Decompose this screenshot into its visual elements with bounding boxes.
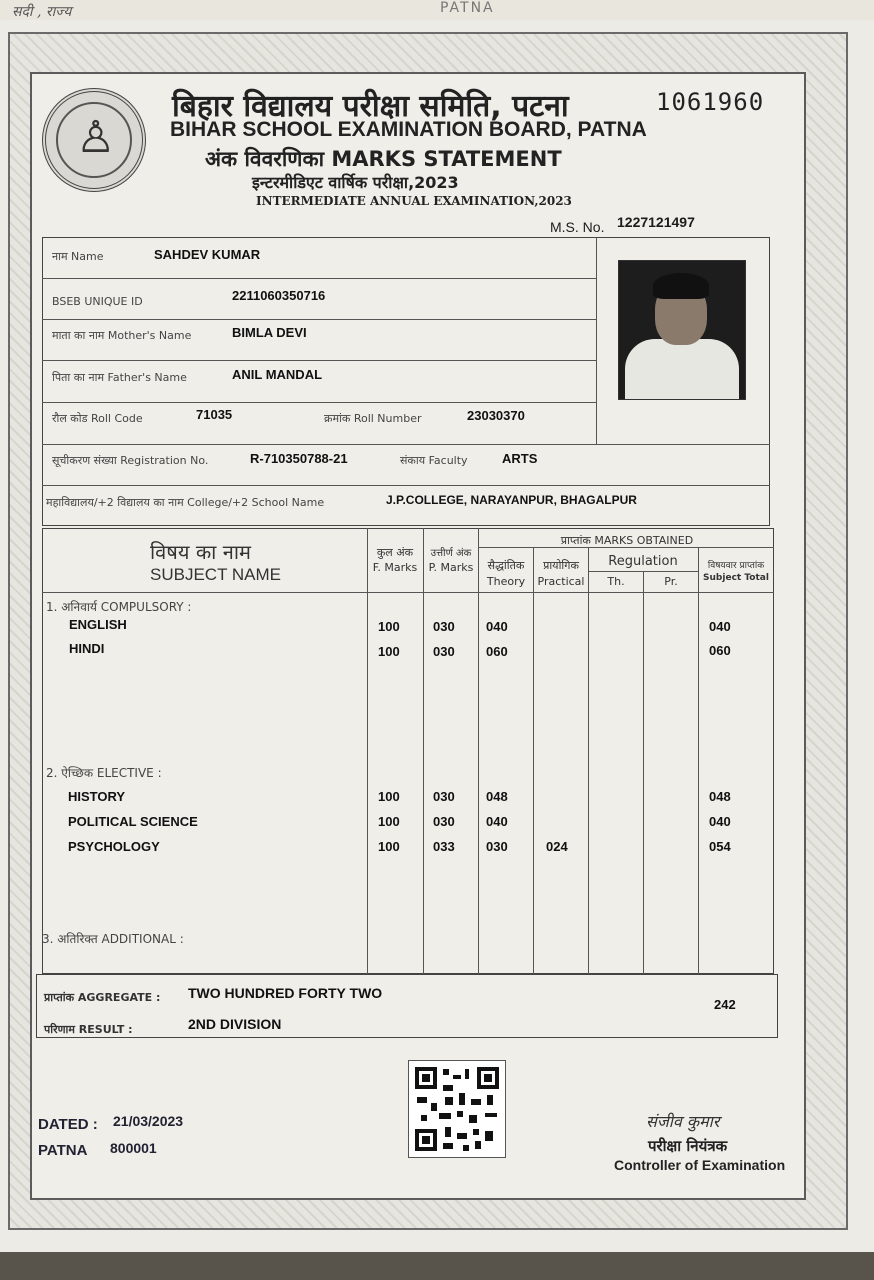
father-name: ANIL MANDAL [232,367,323,382]
result-value: 2ND DIVISION [188,1016,282,1032]
aggregate-words: TWO HUNDRED FORTY TWO [188,985,383,1001]
subject-header-english: SUBJECT NAME [150,565,281,584]
roll-number-label: क्रमांक Roll Number [324,412,422,425]
roll-code-label: रौल कोड Roll Code [52,412,143,425]
aggregate-label: प्राप्तांक AGGREGATE : [44,991,161,1004]
exam-name-english: INTERMEDIATE ANNUAL EXAMINATION,2023 [256,194,572,208]
qr-code [408,1060,506,1158]
theory-marks: 060 [486,644,508,659]
section-additional: 3. अतिरिक्त ADDITIONAL : [42,932,184,946]
theory-marks: 048 [486,789,508,804]
faculty-label: संकाय Faculty [400,454,468,467]
full-marks-hindi: कुल अंक [376,546,414,559]
subject-total: 040 [709,814,731,829]
section-elective: 2. ऐच्छिक ELECTIVE : [46,766,162,780]
subject-name: PSYCHOLOGY [68,839,160,854]
college-label: महाविद्यालय/+2 विद्यालय का नाम College/+2 School Name [46,496,325,509]
subject-name: ENGLISH [69,617,127,632]
theory-hindi: सैद्धांतिक [487,559,525,572]
practical-header: Practical [537,575,585,588]
full-marks-header: F. Marks [372,561,418,574]
college-name: J.P.COLLEGE, NARAYANPUR, BHAGALPUR [386,493,637,507]
place-label: PATNA [38,1142,88,1159]
student-name: SAHDEV KUMAR [154,247,261,262]
full-marks: 100 [378,814,400,829]
pass-marks-hindi: उत्तीर्ण अंक [430,548,472,559]
exam-name-hindi: इन्टरमीडिएट वार्षिक परीक्षा,2023 [252,173,459,192]
roll-code: 71035 [196,407,233,422]
controller-title-hindi: परीक्षा नियंत्रक [648,1137,728,1155]
regulation-th-header: Th. [607,575,625,588]
scrap-text: सदी , राज्य [12,4,72,20]
father-name-label: पिता का नाम Father's Name [52,371,187,384]
theory-marks: 040 [486,619,508,634]
issue-date: 21/03/2023 [113,1113,184,1129]
aggregate-box [36,974,778,1038]
marks-table [42,528,774,974]
theory-marks: 040 [486,814,508,829]
pass-marks: 033 [433,839,455,854]
subject-total: 054 [709,839,731,854]
student-photo [618,260,746,400]
controller-signature: संजीव कुमार [646,1112,720,1131]
unique-id-label: BSEB UNIQUE ID [52,295,143,308]
subject-header-hindi: विषय का नाम [150,540,251,564]
mother-name: BIMLA DEVI [232,325,307,340]
scrap-text-2: PATNA [440,0,495,16]
result-label: परिणाम RESULT : [44,1023,133,1036]
subject-name: HISTORY [68,789,126,804]
ms-no-value: 1227121497 [617,214,695,230]
subject-total: 048 [709,789,731,804]
place-pin: 800001 [110,1140,157,1156]
pass-marks: 030 [433,644,455,659]
dated-label: DATED : [38,1116,98,1133]
full-marks: 100 [378,644,400,659]
subject-total: 060 [709,643,731,658]
board-seal-logo: ♙ [42,88,146,192]
subject-name: HINDI [69,641,105,656]
marks-obtained-header: प्राप्तांक MARKS OBTAINED [560,534,694,547]
registration-label: सूचीकरण संख्या Registration No. [52,454,209,467]
regulation-header: Regulation [608,554,678,569]
theory-header: Theory [486,575,526,588]
subject-name: POLITICAL SCIENCE [68,814,198,829]
controller-title-english: Controller of Examination [614,1157,786,1173]
name-label: नाम Name [52,250,104,263]
full-marks: 100 [378,619,400,634]
subject-total: 040 [709,619,731,634]
board-name-english: BIHAR SCHOOL EXAMINATION BOARD, PATNA [170,118,647,141]
full-marks: 100 [378,789,400,804]
subject-total-hindi: विषयवार प्राप्तांक [707,561,765,571]
theory-marks: 030 [486,839,508,854]
pass-marks: 030 [433,619,455,634]
background-table-surface [0,1252,874,1280]
serial-number: 1061960 [656,88,765,116]
aggregate-total: 242 [714,997,736,1012]
full-marks: 100 [378,839,400,854]
statement-title: अंक विवरणिका MARKS STATEMENT [205,147,562,171]
pass-marks: 030 [433,789,455,804]
practical-hindi: प्रायोगिक [543,559,579,572]
roll-number: 23030370 [467,408,525,423]
board-name-hindi: बिहार विद्यालय परीक्षा समिति, पटना [172,89,569,124]
regulation-pr-header: Pr. [664,575,678,588]
practical-marks: 024 [546,839,568,854]
unique-id-value: 2211060350716 [232,288,326,303]
pass-marks: 030 [433,814,455,829]
registration-number: R-710350788-21 [250,451,348,466]
subject-total-header: Subject Total [703,573,769,583]
pass-marks-header: P. Marks [428,561,474,574]
mother-name-label: माता का नाम Mother's Name [52,329,192,342]
section-compulsory: 1. अनिवार्य COMPULSORY : [46,600,192,614]
ms-no-label: M.S. No. [550,219,605,235]
faculty-value: ARTS [502,451,538,466]
